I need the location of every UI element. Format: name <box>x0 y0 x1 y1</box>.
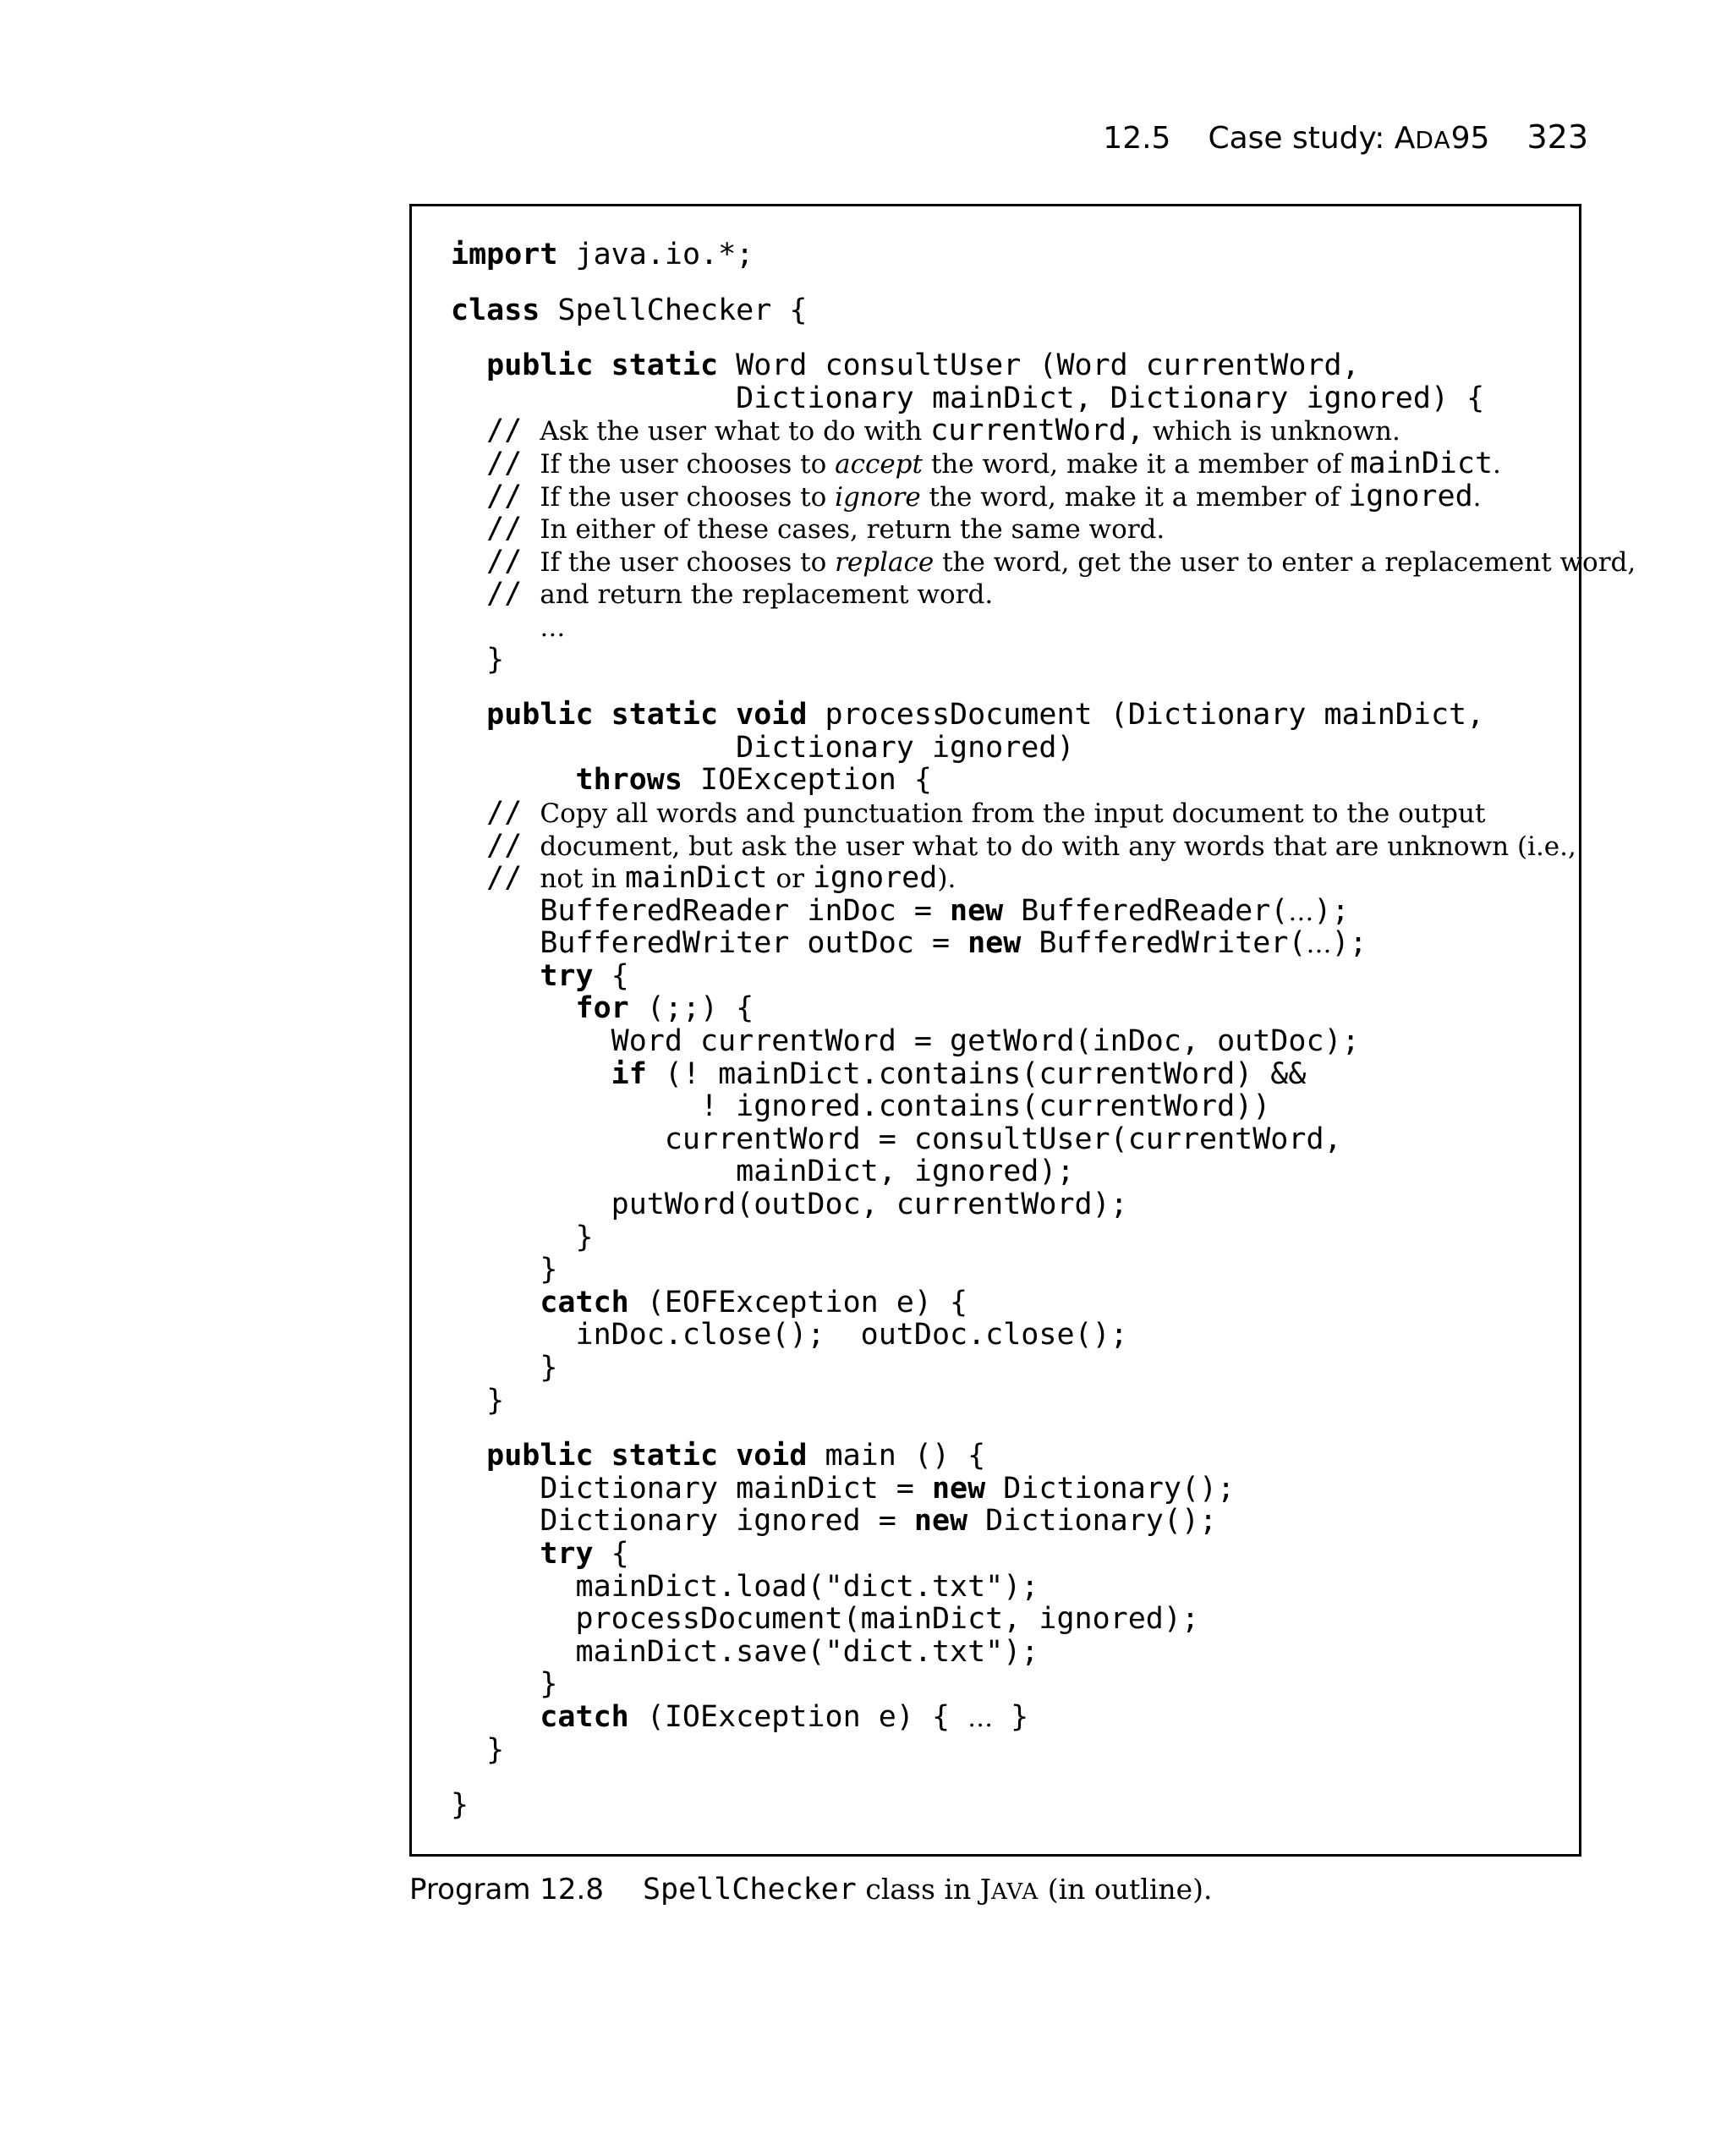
code-line: for (;;) { <box>451 991 754 1026</box>
code-line: processDocument(mainDict, ignored); <box>451 1602 1200 1637</box>
code-line: … <box>540 612 566 643</box>
code-line: try { <box>451 958 629 993</box>
code-line: Word currentWord = getWord(inDoc, outDoc); <box>451 1024 1360 1059</box>
code-line: putWord(outDoc, currentWord); <box>451 1188 1128 1222</box>
comment-line: // not in mainDict or ignored). <box>451 861 956 896</box>
code-line: } <box>451 1732 505 1767</box>
code-line: } <box>451 1788 469 1823</box>
code-line: Dictionary mainDict = new Dictionary(); <box>451 1471 1236 1506</box>
code-line: class SpellChecker { <box>451 293 808 327</box>
code-line: } <box>451 1383 505 1418</box>
code-line: throws IOException { <box>451 763 932 798</box>
comment-line: // In either of these cases, return the same word. <box>451 512 1165 546</box>
code-line: import java.io.*; <box>451 238 754 272</box>
code-line: public static void main () { <box>451 1439 986 1473</box>
code-line: try { <box>451 1536 629 1571</box>
code-line: mainDict.save("dict.txt"); <box>451 1634 1039 1669</box>
code-line: BufferedReader inDoc = new BufferedReader(…); <box>451 893 1350 928</box>
comment-line: // document, but ask the user what to do with any words that are unknown (i.e., <box>451 828 1576 863</box>
comment-line: // and return the replacement word. <box>451 577 994 612</box>
code-line: ! ignored.contains(currentWord)) <box>451 1089 1271 1124</box>
figure-caption: Program 12.8 SpellChecker class in JAVA (in outline). <box>409 1873 1213 1906</box>
comment-line: // Ask the user what to do with currentWord, which is unknown. <box>451 414 1400 448</box>
comment-line: // If the user chooses to replace the word, get the user to enter a replacement word, <box>451 544 1636 579</box>
code-line: inDoc.close(); outDoc.close(); <box>451 1318 1128 1352</box>
code-line: } <box>451 1220 594 1254</box>
comment-line: // If the user chooses to accept the word, make it a member of mainDict. <box>451 446 1501 480</box>
code-line: Dictionary mainDict, Dictionary ignored) { <box>451 381 1485 415</box>
page-number: 323 <box>1526 118 1588 156</box>
code-line: } <box>451 642 505 677</box>
code-line: catch (IOException e) { … } <box>451 1699 1029 1734</box>
code-line: BufferedWriter outDoc = new BufferedWriter(…); <box>451 926 1368 961</box>
caption-class-name: SpellChecker <box>642 1873 857 1906</box>
program-listing-box <box>409 204 1636 1857</box>
code-line: catch (EOFException e) { <box>451 1285 968 1319</box>
code-line: Dictionary ignored = new Dictionary(); <box>451 1504 1218 1539</box>
caption-label: Program 12.8 <box>409 1873 604 1906</box>
code-line: } <box>451 1667 558 1702</box>
code-line: mainDict, ignored); <box>451 1155 1075 1189</box>
comment-line: // If the user chooses to ignore the word, make it a member of ignored. <box>451 479 1482 513</box>
comment-line: // Copy all words and punctuation from the input document to the output <box>451 795 1486 830</box>
code-line: } <box>451 1253 558 1287</box>
code-line: public static Word consultUser (Word currentWord, <box>451 348 1360 383</box>
code-line: if (! mainDict.contains(currentWord) && <box>451 1056 1307 1091</box>
section-title: Case study: ADA95 <box>1208 121 1490 156</box>
code-line: } <box>451 1351 558 1385</box>
code-line: Dictionary ignored) <box>451 730 1075 765</box>
code-line: currentWord = consultUser(currentWord, <box>451 1122 1342 1156</box>
code-listing <box>451 239 1636 1822</box>
code-line: mainDict.load("dict.txt"); <box>451 1569 1039 1604</box>
running-header <box>1103 118 1588 156</box>
code-line: public static void processDocument (Dictionary mainDict, <box>451 698 1485 732</box>
section-number: 12.5 <box>1103 121 1171 156</box>
